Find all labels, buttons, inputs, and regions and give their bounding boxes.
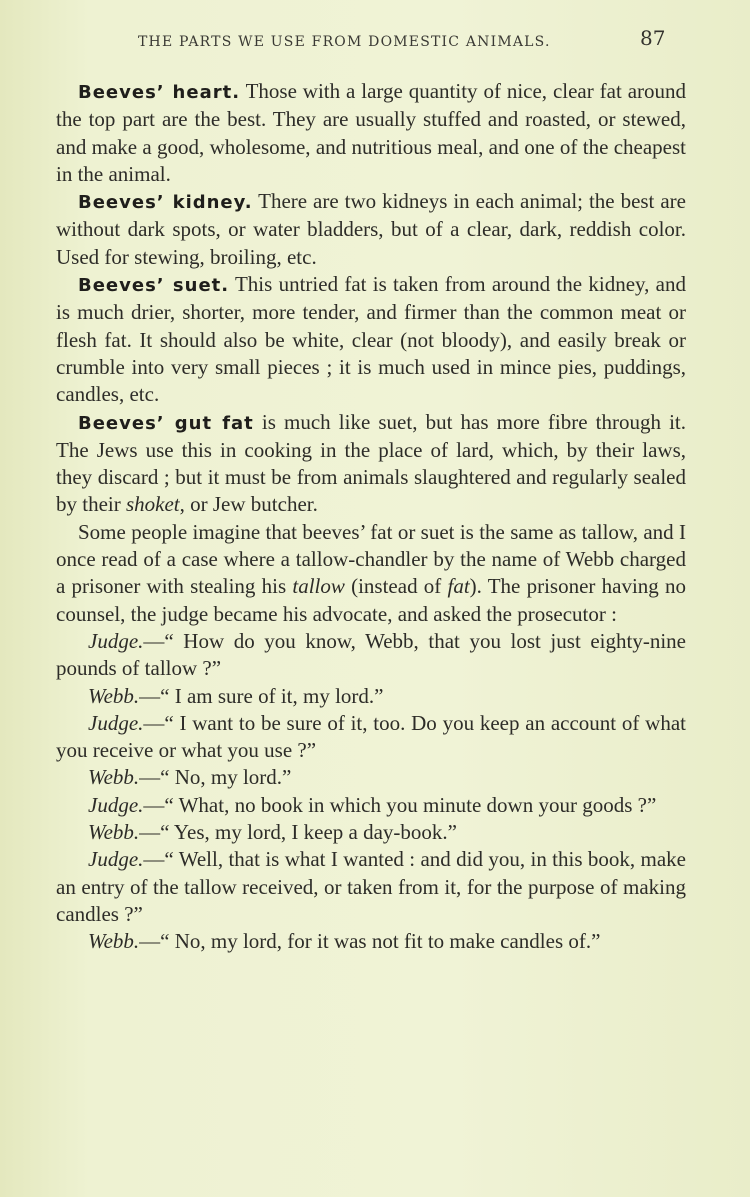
dialogue-text: —“ Yes, my lord, I keep a day-book.” [139,820,457,845]
paragraph-text: This untried fat is taken from around the kidney, and is much drier, shorter, more tender, and firmer than the common meat or flesh fat. It should also be white, clear (not bloody), and easily break or crumble into very small pieces ; it is much used in mince pies, puddings, candles, etc. [56,272,686,407]
dialogue-text: —“ What, no book in which you minute down your goods ?” [143,792,657,817]
italic-word: fat [447,574,470,599]
paragraph-heart [56,78,686,188]
dialogue-line [56,846,686,928]
speaker-name: Judge. [88,847,144,872]
term-kidney: Beeves’ kidney. [78,192,253,214]
dialogue-line [56,928,686,955]
paragraph-gut-fat [56,409,686,519]
paragraph-text: There are two kidneys in each animal; the best are without dark spots, or water bladders, but of a clear, dark, reddish color. Used for stewing, broiling, etc. [56,189,686,269]
dialogue-text: —“ No, my lord, for it was not fit to make candles of.” [139,929,601,954]
dialogue-line [56,628,686,683]
paragraph-text: (instead of [344,574,448,599]
dialogue-text: —“ Well, that is what I wanted : and did you, in this book, make an entry of the tallow received, or taken from it, for the purpose of making candles ?” [56,847,686,926]
italic-word: shoket [125,492,180,517]
dialogue-text: —“ I am sure of it, my lord.” [139,683,384,708]
paragraph-text: Those with a large quantity of nice, clear fat around the top part are the best. They are usually stuffed and roasted, or stewed, and make a good, wholesome, and nutritious meal, and one of the cheapest in the animal. [56,79,687,186]
paragraph-suet [56,271,686,408]
running-title: THE PARTS WE USE FROM DOMESTIC ANIMALS. [138,34,551,50]
page-number: 87 [640,26,666,50]
dialogue-line [56,792,686,819]
speaker-name: Webb. [88,683,140,708]
speaker-name: Webb. [88,765,140,790]
dialogue-text: —“ No, my lord.” [139,765,292,790]
paragraph-text: Some people imagine that beeves’ fat or suet is the same as tallow, and I once read of a case where a tallow-chandler by the name of Webb charged a prisoner with stealing his [56,519,686,599]
speaker-name: Webb. [88,929,140,954]
dialogue-line [56,710,686,765]
dialogue-text: —“ I want to be sure of it, too. Do you keep an account of what you receive or what you use ?” [56,710,686,763]
term-suet: Beeves’ suet. [78,275,230,297]
paragraph-text: ). The prisoner having no counsel, the judge became his advocate, and asked the prosecutor : [56,574,686,626]
dialogue-line [56,683,686,710]
speaker-name: Judge. [88,710,144,735]
speaker-name: Judge. [88,628,144,653]
dialogue-line [56,819,686,846]
paragraph-text: , or Jew butcher. [179,492,318,517]
dialogue-line [56,764,686,791]
speaker-name: Judge. [88,792,144,817]
paragraph-kidney [56,188,686,271]
dialogue-text: —“ How do you know, Webb, that you lost just eighty-nine pounds of tallow ?” [56,628,686,681]
paragraph-tallow-anecdote [56,519,686,628]
body-text [56,78,686,956]
term-gut-fat: Beeves’ gut fat [78,412,254,434]
page-header [0,26,750,56]
italic-word: tallow [292,574,345,599]
term-heart: Beeves’ heart. [78,82,241,103]
speaker-name: Webb. [88,820,140,845]
paragraph-text: is much like suet, but has more fibre through it. The Jews use this in cooking in the place of lard, which, by their laws, they discard ; but it must be from animals slaughtered and regularly sealed by their [56,409,686,517]
